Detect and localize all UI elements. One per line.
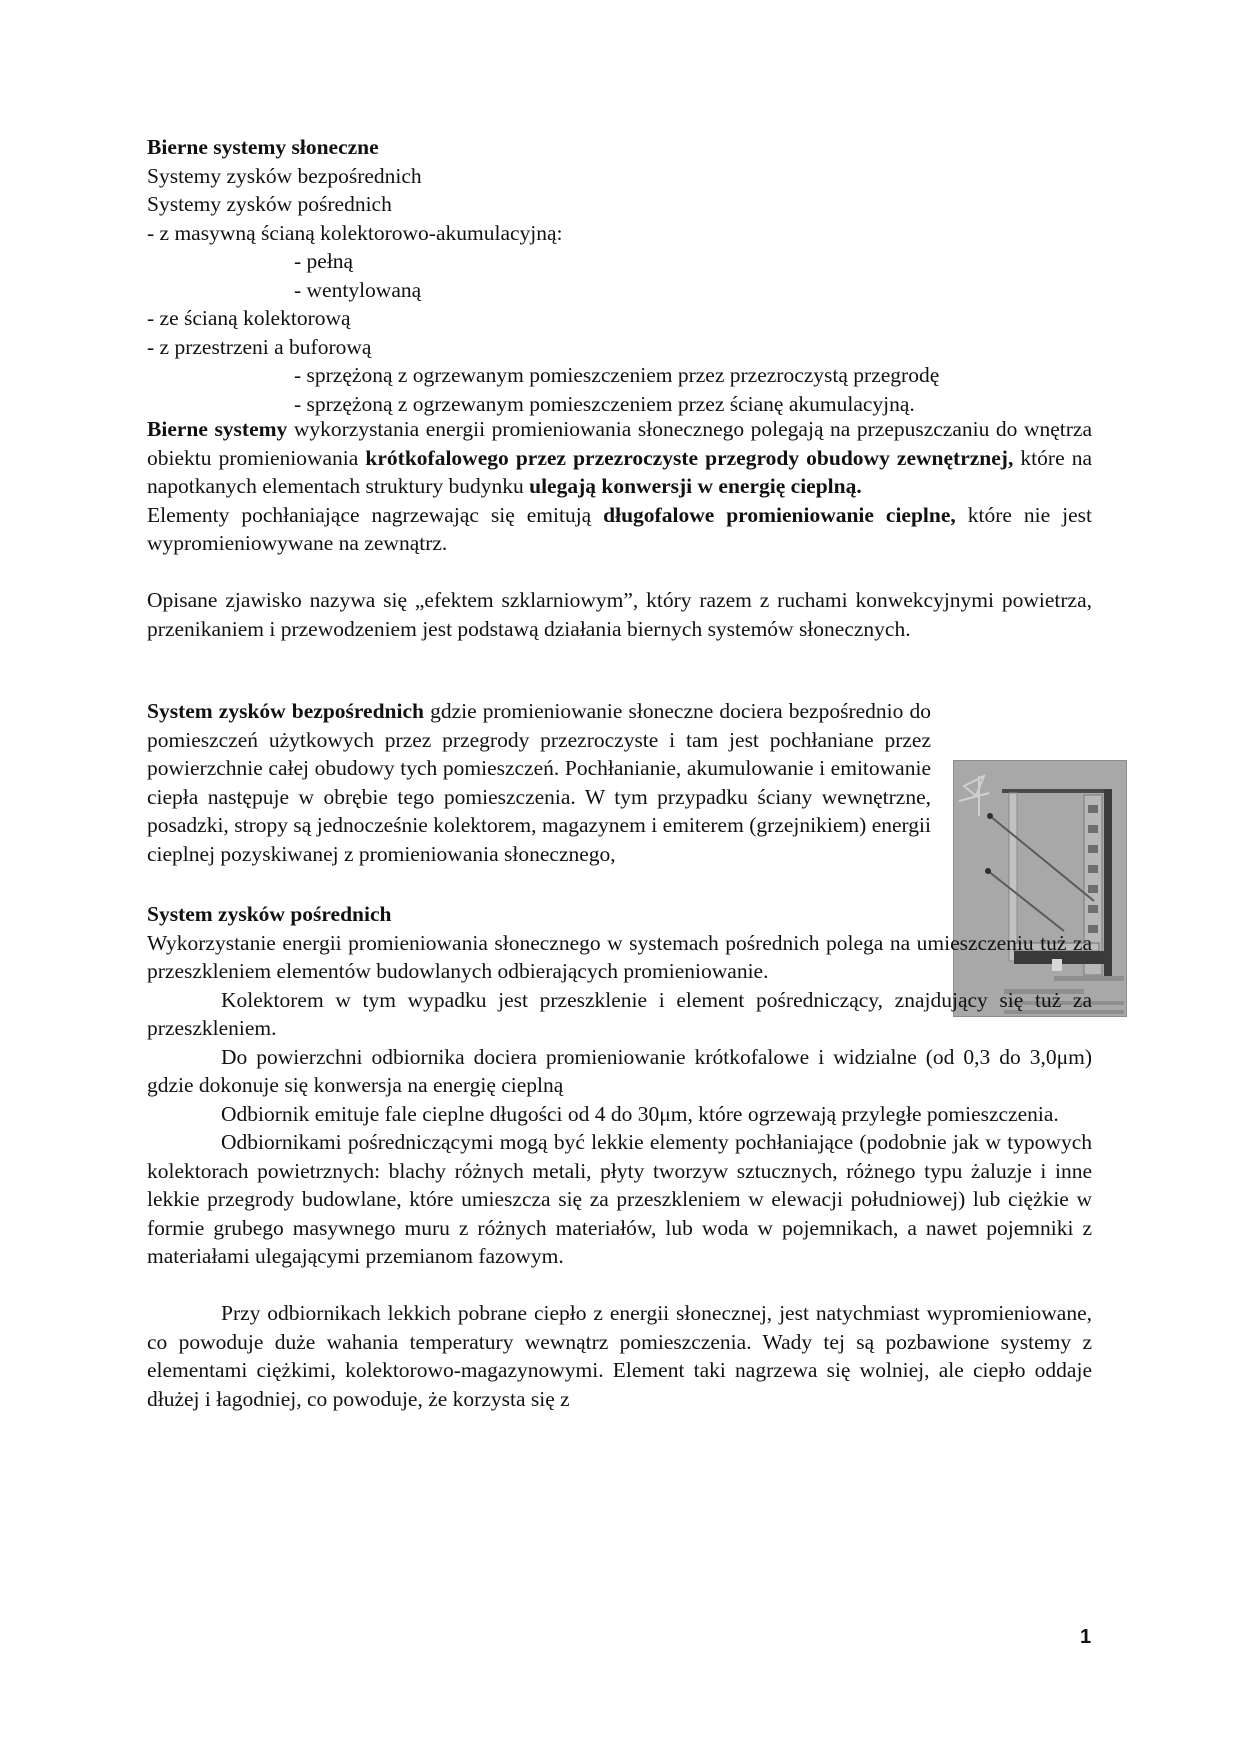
outline-item: Systemy zysków bezpośrednich — [147, 163, 422, 188]
indirect-paragraph-6: Przy odbiornikach lekkich pobrane ciepło z energii słonecznej, jest natychmiast wypromieniowane, co powoduje duże wahania temperatury wewnątrz pomieszczenia. Wady tej są pozbawione systemy z elementami ciężkimi, kolektorowo-magazynowymi. Element taki nagrzewa się wolniej, ale ciepło oddaje dłużej i łagodniej, co powoduje, że korzysta się z — [147, 1301, 1092, 1411]
indirect-gain-section — [147, 900, 1092, 1413]
intro-section — [147, 415, 1092, 643]
bold-phrase: ulegają konwersji w energię cieplną. — [529, 474, 862, 498]
intro-paragraph-2 — [147, 501, 1092, 558]
intro-paragraph-1 — [147, 415, 1092, 501]
paragraph-text: gdzie promieniowanie słoneczne dociera bezpośrednio do pomieszczeń użytkowych przez przegrody przezroczyste i tam jest pochłaniane przez powierzchnie całej obudowy tych pomieszczeń. Pochłanianie, akumulowanie i emitowanie ciepła następuje w obrębie tego pomieszczenia. W tym przypadku ściany wewnętrzne, posadzki, stropy są jednocześnie kolektorem, magazynem i emiterem (grzejnikiem) energii cieplnej pozyskiwanej z promieniowania słonecznego, — [147, 699, 931, 866]
outline-subitem: - wentylowaną — [294, 277, 422, 302]
section-heading: System zysków pośrednich — [147, 902, 392, 926]
paragraph-text: które nie jest wypromieniowywane na zewnątrz. — [147, 502, 1092, 555]
indirect-paragraph-2: Kolektorem w tym wypadku jest przeszklenie i element pośredniczący, znajdujący się tuż za przeszkleniem. — [147, 987, 1092, 1040]
paragraph-text: wykorzystania energii promieniowania słonecznego polegają na przepuszczaniu do wnętrza obiektu promieniowania — [147, 417, 1092, 470]
page-number: 1 — [1080, 1626, 1092, 1648]
spacer — [147, 1271, 1092, 1300]
document-title: Bierne systemy słoneczne — [147, 135, 379, 159]
intro-paragraph-3: Opisane zjawisko nazywa się „efektem szklarniowym”, który razem z ruchami konwekcyjnymi powietrza, przenikaniem i przewodzeniem jest podstawą działania biernych systemów słonecznych. — [147, 588, 1092, 641]
outline-subitem: - pełną — [294, 249, 354, 273]
bold-phrase: Bierne systemy — [147, 417, 288, 441]
direct-gain-paragraph — [147, 697, 931, 868]
paragraph-text: Elementy pochłaniające nagrzewając się emitują — [147, 502, 604, 527]
bold-phrase: długofalowe promieniowanie cieplne, — [603, 502, 956, 527]
indirect-paragraph-3: Do powierzchni odbiornika dociera promieniowanie krótkofalowe i widzialne (od 0,3 do 3,0μm) gdzie dokonuje się konwersja na energię cieplną — [147, 1044, 1092, 1097]
direct-gain-section — [147, 697, 931, 868]
outline-item: - z przestrzeni a buforową — [147, 334, 372, 359]
outline-item: - z masywną ścianą kolektorowo-akumulacyjną: — [147, 220, 563, 245]
outline-block — [147, 133, 1092, 418]
paragraph-text: które na napotkanych elementach struktury budynku — [147, 445, 1093, 498]
outline-subitem: - sprzężoną z ogrzewanym pomieszczeniem przez ścianę akumulacyjną. — [294, 391, 915, 416]
outline-item: Systemy zysków pośrednich — [147, 192, 392, 216]
outline-subitem: - sprzężoną z ogrzewanym pomieszczeniem przez przezroczystą przegrodę — [294, 363, 940, 387]
indirect-paragraph-1: Wykorzystanie energii promieniowania słonecznego w systemach pośrednich polega na umieszczeniu tuż za przeszkleniem elementów budowlanych odbierających promieniowanie. — [147, 930, 1092, 983]
bold-phrase: krótkofalowego przez przezroczyste przegrody obudowy zewnętrznej, — [365, 445, 1014, 470]
outline-item: - ze ścianą kolektorową — [147, 306, 351, 330]
indirect-paragraph-4: Odbiornik emituje fale cieplne długości od 4 do 30μm, które ogrzewają przyległe pomieszczenia. — [221, 1101, 1059, 1126]
section-heading: System zysków bezpośrednich — [147, 699, 424, 723]
spacer — [147, 558, 1092, 587]
indirect-paragraph-5: Odbiornikami pośredniczącymi mogą być lekkie elementy pochłaniające (podobnie jak w typowych kolektorach powietrznych: blachy różnych metali, płyty tworzyw sztucznych, różnego typu żaluzje i inne lekkie przegrody budowlane, które umieszcza się za przeszkleniem w elewacji południowej) lub ciężkie w formie grubego masywnego muru z różnych materiałów, lub woda w pojemnikach, a nawet pojemniki z materiałami ulegającymi przemianom fazowym. — [147, 1130, 1092, 1268]
